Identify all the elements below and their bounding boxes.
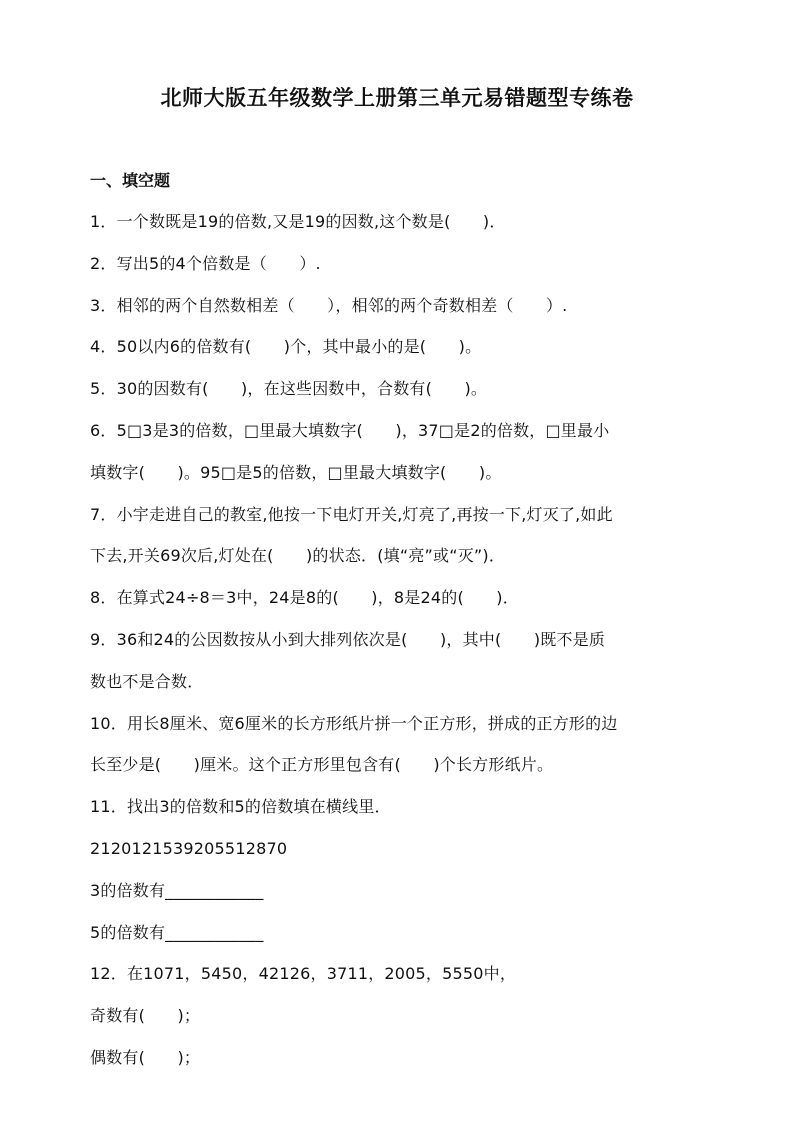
question-line: 4．50以内6的倍数有( )个，其中最小的是( )。 — [90, 337, 482, 357]
question-line: 数也不是合数． — [90, 671, 204, 691]
question-line: 10．用长8厘米、宽6厘米的长方形纸片拼一个正方形，拼成的正方形的边 — [90, 713, 618, 733]
question-line: 1．一个数既是19的倍数,又是19的因数,这个数是( )． — [90, 212, 506, 231]
question-line: 填数字( )。95□是5的倍数，□里最大填数字( )。 — [90, 462, 502, 482]
question-line: 7．小宇走进自己的教室,他按一下电灯开关,灯亮了,再按一下,灯灭了,如此 — [90, 504, 613, 524]
question-line: 5．30的因数有( )，在这些因数中，合数有( )。 — [90, 379, 488, 399]
page-title: 北师大版五年级数学上册第三单元易错题型专练卷 — [160, 85, 634, 110]
number-sequence: 212012153920551287​0 — [90, 838, 288, 858]
question-line: 6．5□3是3的倍数，□里最大填数字( )，37□是2的倍数，□里最小 — [90, 420, 610, 440]
question-line: 2．写出5的4个倍数是（ ）. — [90, 253, 321, 273]
question-line: 12．在1071，5450，42126，3711，2005，5550中， — [90, 964, 517, 984]
answer-blank-line: 3的倍数有____________ — [90, 880, 264, 900]
question-line: 8．在算式24÷8＝3中，24是8的( )，8是24的( )． — [90, 588, 519, 608]
answer-line: 奇数有( )； — [90, 1006, 201, 1026]
question-line: 3．相邻的两个自然数相差（ ），相邻的两个奇数相差（ ）. — [90, 295, 568, 315]
question-line: 长至少是( )厘米。这个正方形里包含有( )个长方形纸片。 — [90, 755, 554, 775]
answer-line: 偶数有( )； — [90, 1047, 201, 1067]
section-heading: 一、填空题 — [90, 171, 171, 190]
question-line: 9．36和24的公因数按从小到大排列依次是( )，其中( )既不是质 — [90, 629, 606, 649]
answer-blank-line: 5的倍数有____________ — [90, 922, 264, 942]
question-line: 11．找出3的倍数和5的倍数填在横线里． — [90, 797, 391, 817]
question-line: 下去,开关69次后,灯处在( )的状态．(填“亮”或“灭”)． — [90, 546, 506, 566]
question-list — [90, 207, 720, 1085]
